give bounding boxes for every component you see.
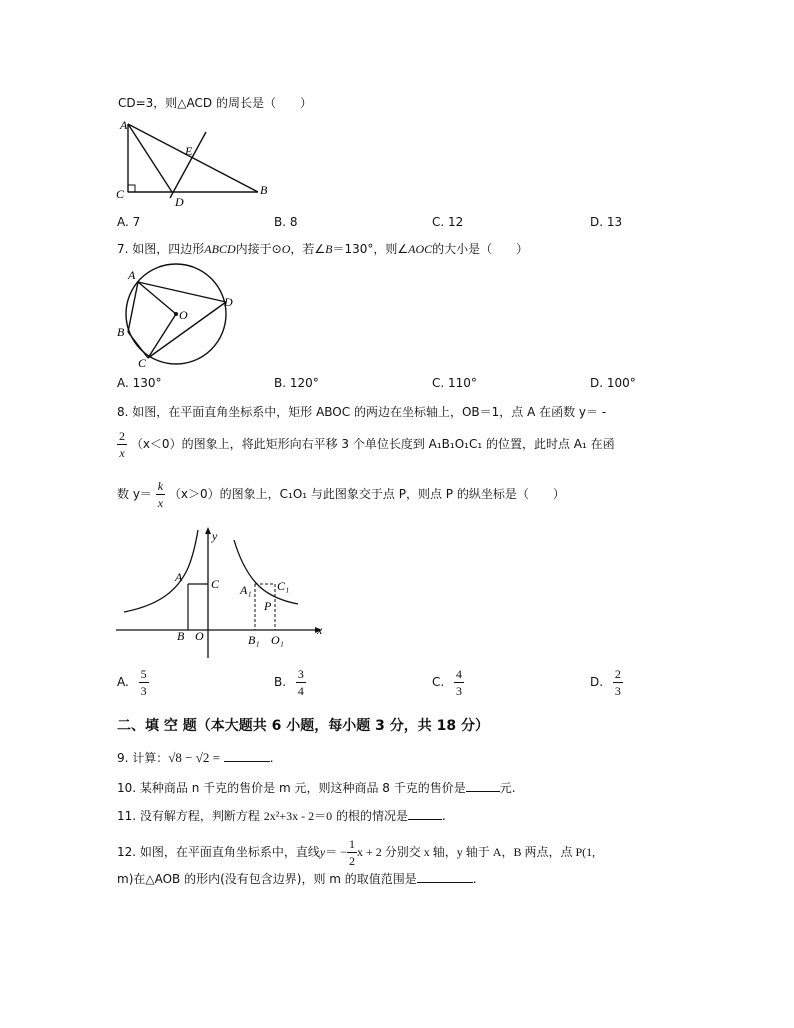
q6-option-a: A. 7 (117, 215, 141, 229)
q8-label-o1: O₁ (271, 633, 284, 647)
q10: 10. 某种商品 n 千克的售价是 m 元，则这种商品 8 千克的售价是 元. (117, 781, 516, 795)
q8-option-a: A. $\frac{5}{3}$ (117, 667, 147, 698)
q12-fraction: $\frac{1}{2}$ (349, 837, 356, 868)
q7-option-d: D. 100° (590, 376, 636, 390)
q6-label-e: E (185, 144, 193, 158)
q8-line-3-b: （x＞0）的图象上，C₁O₁ 与此图象交于点 P，则点 P 的纵坐标是（ ） (168, 487, 565, 501)
q12-line-2: m)在△AOB 的形内(没有包含边界)，则 m 的取值范围是 . (117, 872, 477, 886)
q8-label-y: y (212, 529, 218, 543)
q9-expression: √8 − √2 = (168, 750, 220, 765)
q6-label-b: B (260, 183, 268, 197)
q12-prefix: 12. 如图，在平面直角坐标系中，直线 (117, 845, 320, 859)
q7-label-c: C (138, 356, 147, 370)
q6-label-d: D (175, 195, 184, 209)
q8-line-2 (117, 430, 615, 459)
q8-fraction-1: $\frac{2}{x}$ (119, 429, 125, 460)
q7-label-o: O (179, 308, 188, 322)
q11: 11. 没有解方程，判断方程 2x²+3x - 2＝0 的根的情况是 . (117, 809, 446, 823)
q6-option-c: C. 12 (432, 215, 464, 229)
q8-line-2-text: （x＜0）的图象上，将此矩形向右平移 3 个单位长度到 A₁B₁O₁C₁ 的位置，此时点 A₁ 在函 (130, 437, 615, 451)
q9-prefix: 9. 计算： (117, 751, 169, 765)
q9: 9. 计算：√8 − √2 = . (117, 750, 274, 765)
q8-option-c: C. $\frac{4}{3}$ (432, 667, 463, 698)
q7-option-b: B. 120° (274, 376, 319, 390)
q9-answer-blank[interactable] (224, 750, 270, 762)
q8-fraction-2: $\frac{k}{x}$ (157, 479, 164, 510)
q7-number: 7. (117, 242, 129, 256)
q6-stem-tail: CD=3，则△ACD 的周长是（ ） (118, 96, 312, 110)
q6-triangle-figure (112, 114, 272, 210)
q11-prefix: 11. 没有解方程，判断方程 (117, 809, 260, 823)
q11-suffix: 的根的情况是 (335, 809, 408, 823)
q6-label-a: A (120, 118, 128, 132)
q8-option-d: D. $\frac{2}{3}$ (590, 667, 621, 698)
q10-answer-blank[interactable] (466, 780, 500, 792)
q7-text-3: ，若∠ (290, 242, 326, 256)
q8-label-o: O (195, 629, 204, 643)
q12-answer-blank[interactable] (417, 871, 473, 883)
q12-line-1: 12. 如图，在平面直角坐标系中，直线y＝ − $\frac{1}{2}$ x + 2 分别交 x 轴，y 轴于 A，B 两点，点 P(1, (117, 837, 596, 868)
q10-text: 10. 某种商品 n 千克的售价是 m 元，则这种商品 8 千克的售价是 (117, 781, 466, 795)
q7-o: O (281, 242, 291, 256)
q11-answer-blank[interactable] (408, 808, 442, 820)
q7-text-4: ＝130°，则∠ (332, 242, 409, 256)
q7-text-5: 的大小是（ ） (432, 242, 529, 256)
section-2-heading: 二、填 空 题（本大题共 6 小题，每小题 3 分，共 18 分） (117, 718, 489, 734)
q12-rest: x + 2 分别交 x 轴，y 轴于 A，B 两点，点 P(1, (357, 845, 596, 859)
q8-line-1: 8. 如图，在平面直角坐标系中，矩形 ABOC 的两边在坐标轴上，OB＝1，点 A 在函数 y＝ - (117, 405, 607, 419)
q7-abcd: ABCD (204, 242, 236, 256)
q8-line-3 (117, 480, 565, 509)
q8-label-a1: A₁ (240, 583, 252, 597)
q8-label-a: A (175, 570, 183, 584)
q7-label-b: B (117, 325, 125, 339)
q6-option-d: D. 13 (590, 215, 623, 229)
q7-option-c: C. 110° (432, 376, 477, 390)
q6-label-c: C (116, 187, 125, 201)
q8-label-p: P (264, 599, 272, 613)
q7-label-d: D (224, 295, 233, 309)
q8-coordinate-figure (112, 520, 332, 662)
q8-option-b: B. $\frac{3}{4}$ (274, 667, 304, 698)
q8-label-b: B (177, 629, 185, 643)
q11-equation: 2x²+3x - 2＝0 (263, 809, 333, 823)
q7-aoc: AOC (408, 242, 433, 256)
q8-label-b1: B₁ (248, 633, 260, 647)
q6-option-b: B. 8 (274, 215, 298, 229)
q12-line-2-text: m)在△AOB 的形内(没有包含边界)，则 m 的取值范围是 (117, 872, 417, 886)
q7-circle-figure (112, 260, 242, 372)
q7-text-1: 如图，四边形 (132, 242, 205, 256)
q7-label-a: A (128, 268, 136, 282)
q8-label-x: x (317, 623, 323, 637)
q8-label-c: C (211, 577, 220, 591)
q7-stem (117, 240, 528, 257)
q8-label-c1: C₁ (277, 579, 290, 593)
q7-text-2: 内接于⊙ (235, 242, 282, 256)
q8-line-3-a: 数 y＝ (117, 487, 152, 501)
q7-b: B (325, 242, 333, 256)
q7-option-a: A. 130° (117, 376, 162, 390)
